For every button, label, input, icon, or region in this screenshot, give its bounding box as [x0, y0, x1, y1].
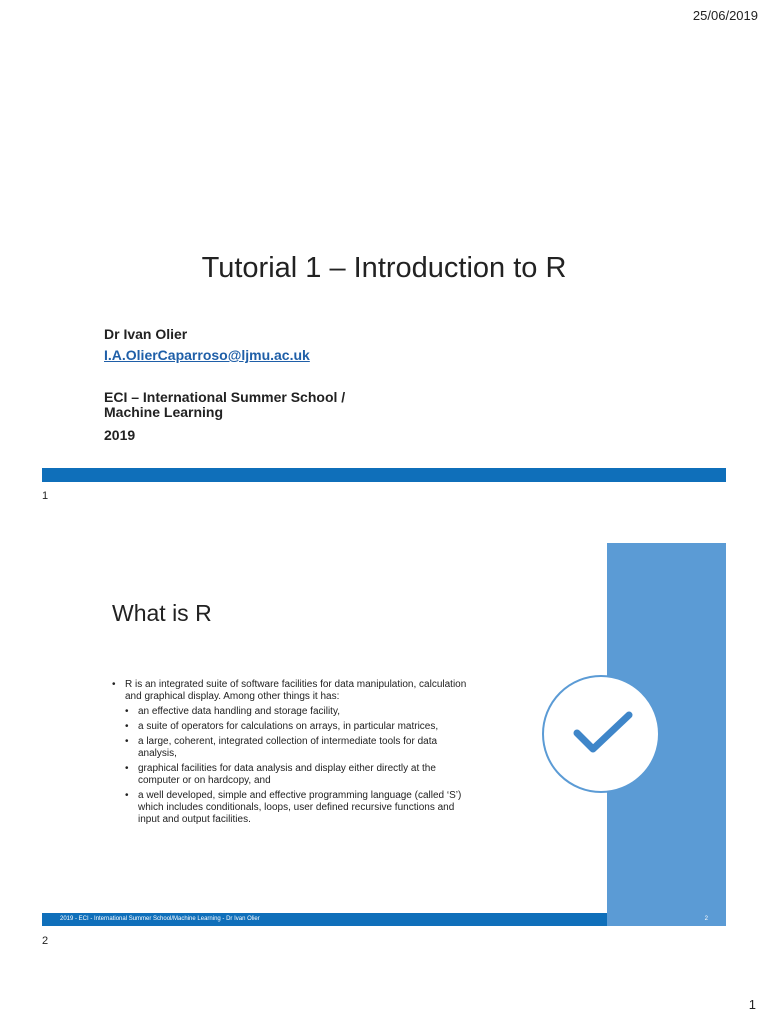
- slide-1-year: 2019: [104, 427, 136, 443]
- sub-bullet: • an effective data handling and storage facility,: [112, 706, 472, 718]
- document-date: 25/06/2019: [692, 8, 758, 23]
- slide-2-number: 2: [42, 935, 49, 947]
- sub-bullet-list: [112, 706, 472, 826]
- slide-1-title: Tutorial 1 – Introduction to R: [201, 252, 567, 284]
- sub-bullet: • a large, coherent, integrated collection of intermediate tools for data analysis,: [112, 736, 472, 760]
- slide-2-footer-bar: 2019 - ECI - International Summer School/Machine Learning - Dr Ivan Olier: [42, 913, 607, 926]
- bullet-main: • R is an integrated suite of software facilities for data manipulation, calculation and graphical display. Among other things it has:: [112, 679, 472, 703]
- slide-2-title: What is R: [112, 600, 212, 626]
- author-email-link[interactable]: I.A.OlierCaparroso@ljmu.ac.uk: [104, 347, 310, 363]
- organization-line-1: ECI – International Summer School /: [104, 389, 346, 405]
- sub-bullet: • a well developed, simple and effective programming language (called ‘S’) which includes conditionals, loops, user defined recursive functions and input and output facilities.: [112, 790, 472, 826]
- sub-bullet: • graphical facilities for data analysis and display either directly at the computer or on hardcopy, and: [112, 763, 472, 787]
- author-name: Dr Ivan Olier: [104, 326, 188, 342]
- checkmark-icon: [571, 709, 635, 759]
- slide-1-footer-bar: [42, 468, 726, 482]
- organization: [104, 390, 345, 420]
- slide-2-bullet-list: [112, 679, 472, 829]
- page-number: 1: [748, 997, 756, 1012]
- check-circle: [542, 675, 660, 793]
- sub-bullet: • a suite of operators for calculations on arrays, in particular matrices,: [112, 721, 472, 733]
- organization-line-2: Machine Learning: [104, 404, 224, 420]
- slide-2-footer-page: 2: [704, 916, 708, 922]
- slide-1-number: 1: [42, 490, 49, 502]
